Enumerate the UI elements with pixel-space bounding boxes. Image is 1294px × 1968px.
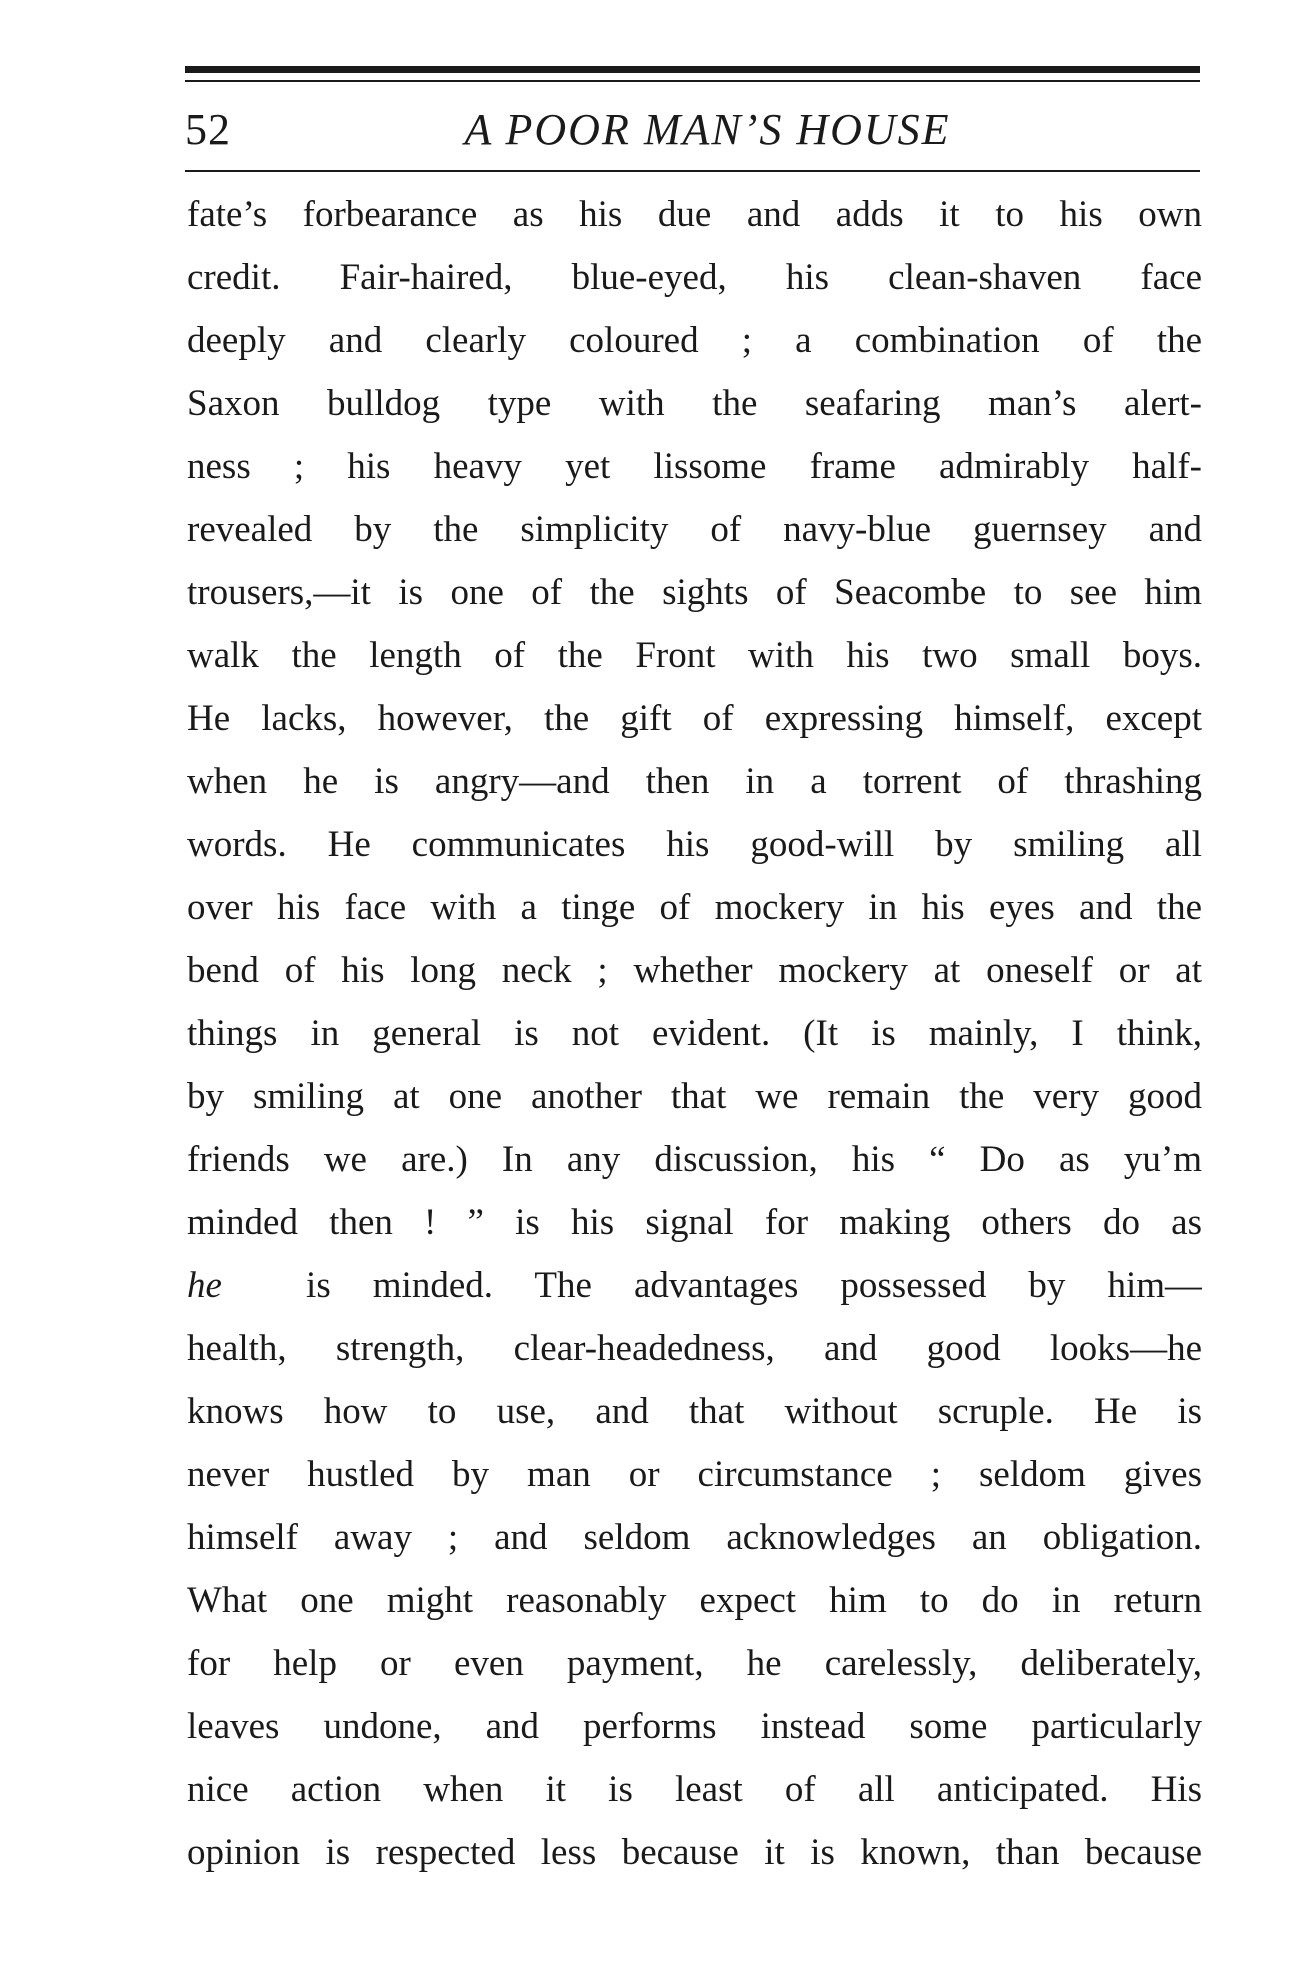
body-text xyxy=(187,183,1202,1884)
text-line-6: revealed by the simplicity of navy-blue guernsey and xyxy=(187,509,1202,550)
text-line-19: health, strength, clear-headedness, and good looks—he xyxy=(187,1328,1202,1369)
text-line-2: credit. Fair-haired, blue-eyed, his clean-shaven face xyxy=(187,257,1202,298)
text-line-25: leaves undone, and performs instead some particularly xyxy=(187,1706,1202,1747)
text-line-18-rest: is minded. The advantages possessed by him— xyxy=(306,1265,1202,1306)
text-line-4: Saxon bulldog type with the seafaring man’s alert- xyxy=(187,383,1202,424)
text-line-15: by smiling at one another that we remain the very good xyxy=(187,1076,1202,1117)
text-line-5: ness ; his heavy yet lissome frame admirably half- xyxy=(187,446,1202,487)
text-line-8: walk the length of the Front with his two small boys. xyxy=(187,635,1202,676)
text-line-20: knows how to use, and that without scruple. He is xyxy=(187,1391,1202,1432)
text-line-22: himself away ; and seldom acknowledges an obligation. xyxy=(187,1517,1202,1558)
running-title: A POOR MAN’S HOUSE xyxy=(464,105,951,154)
text-line-27: opinion is respected less because it is known, than because xyxy=(187,1832,1202,1873)
header-rule-thin xyxy=(185,80,1200,82)
text-line-17: minded then ! ” is his signal for making others do as xyxy=(187,1202,1202,1243)
text-line-24: for help or even payment, he carelessly, deliberately, xyxy=(187,1643,1202,1684)
page-number: 52 xyxy=(185,105,231,154)
text-line-26: nice action when it is least of all anticipated. His xyxy=(187,1769,1202,1810)
text-line-23: What one might reasonably expect him to do in return xyxy=(187,1580,1202,1621)
text-line-10: when he is angry—and then in a torrent of thrashing xyxy=(187,761,1202,802)
text-line-21: never hustled by man or circumstance ; seldom gives xyxy=(187,1454,1202,1495)
text-line-3: deeply and clearly coloured ; a combination of the xyxy=(187,320,1202,361)
running-head xyxy=(185,92,1200,162)
italic-he: he xyxy=(187,1265,222,1306)
header-underline xyxy=(185,170,1200,172)
text-line-16: friends we are.) In any discussion, his “ Do as yu’m xyxy=(187,1139,1202,1180)
text-line-13: bend of his long neck ; whether mockery at oneself or at xyxy=(187,950,1202,991)
text-line-18 xyxy=(187,1254,1202,1317)
text-line-11: words. He communicates his good-will by smiling all xyxy=(187,824,1202,865)
text-line-1: fate’s forbearance as his due and adds it to his own xyxy=(187,194,1202,235)
text-line-12: over his face with a tinge of mockery in his eyes and the xyxy=(187,887,1202,928)
header-rule-thick xyxy=(185,66,1200,73)
text-line-14: things in general is not evident. (It is mainly, I think, xyxy=(187,1013,1202,1054)
text-line-7: trousers,—it is one of the sights of Seacombe to see him xyxy=(187,572,1202,613)
text-line-9: He lacks, however, the gift of expressing himself, except xyxy=(187,698,1202,739)
